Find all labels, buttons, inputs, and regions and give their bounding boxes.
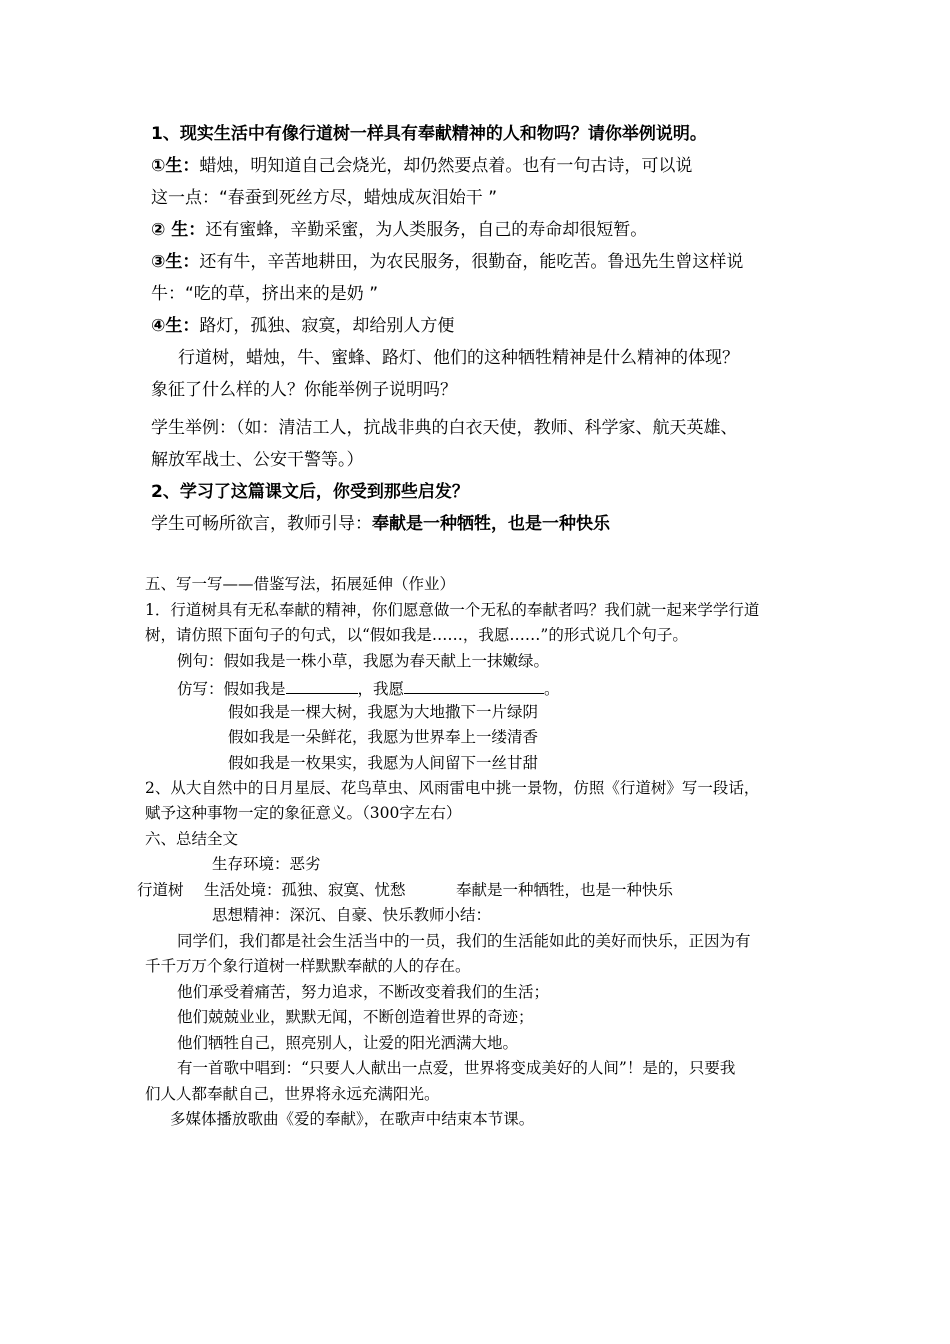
answer-2-text: 还有蜜蜂，辛勤采蜜，为人类服务，自己的寿命却很短暂。 (205, 220, 648, 240)
paragraph-1: 行道树，蜡烛，牛、蜜蜂、路灯、他们的这种牺牲精神是什么精神的体现？ (178, 348, 739, 368)
answer-5 (151, 516, 610, 533)
answer-3-label: ③生： (151, 252, 200, 272)
conclusion-para-1-line-2: 千千万万个象行道树一样默默奉献的人的存在。 (145, 957, 471, 975)
example-sentence: 例句：假如我是一株小草，我愿为春天献上一抹嫩绿。 (177, 652, 550, 670)
answer-4 (151, 318, 454, 335)
item-2-line-1: 2、从大自然中的日月星辰、花鸟草虫、风雨雷电中挑一景物，仿照《行道树》写一段话， (145, 779, 760, 797)
answer-2 (151, 222, 647, 239)
answer-5-bold: 奉献是一种牺牲，也是一种快乐 (372, 514, 610, 534)
summary-environment: 生存环境：恶劣 (212, 855, 321, 873)
sample-sentence-1: 假如我是一棵大树，我愿为大地撒下一片绿阴 (228, 703, 539, 721)
item-1-line-1: 1．行道树具有无私奉献的精神，你们愿意做一个无私的奉献者吗？我们就一起来学学行道 (145, 601, 760, 619)
answer-3-text: 还有牛，辛苦地耕田，为农民服务，很勤奋，能吃苦。鲁迅先生曾这样说 (199, 252, 744, 272)
conclusion-para-1-line-1: 同学们，我们都是社会生活当中的一员，我们的生活能如此的美好而快乐，正因为有 (177, 932, 751, 950)
answer-1 (151, 158, 692, 175)
item-1-line-2: 树，请仿照下面句子的句式，以“假如我是……，我愿……”的形式说几个句子。 (145, 626, 688, 644)
imitate-line (177, 679, 560, 698)
closing-line: 多媒体播放歌曲《爱的奉献》，在歌声中结束本节课。 (170, 1110, 535, 1128)
blank-1 (286, 679, 358, 694)
conclusion-line-2: 他们兢兢业业，默默无闻，不断创造着世界的奇迹； (177, 1008, 534, 1026)
answer-3-cont: 牛：“吃的草，挤出来的是奶 ” (151, 284, 379, 304)
imitate-end: 。 (544, 680, 560, 698)
imitate-middle: ，我愿 (357, 680, 405, 698)
summary-subject: 行道树 (137, 881, 184, 899)
paragraph-2: 学生举例：（如：清洁工人，抗战非典的白衣天使，教师、科学家、航天英雄、 (151, 418, 738, 438)
answer-2-label: ② 生： (151, 220, 206, 240)
answer-1-text: 蜡烛，明知道自己会烧光，却仍然要点着。也有一句古诗，可以说 (199, 156, 693, 176)
answer-5-normal: 学生可畅所欲言，教师引导： (151, 514, 372, 534)
question-2: 2、学习了这篇课文后，你受到那些启发？ (151, 482, 469, 502)
answer-1-label: ①生： (151, 156, 200, 176)
item-2-line-2: 赋予这种事物一定的象征意义。（300字左右） (145, 804, 462, 822)
section-6-heading: 六、总结全文 (145, 830, 239, 848)
conclusion-line-1: 他们承受着痛苦，努力追求，不断改变着我们的生活； (177, 983, 550, 1001)
imitate-prefix: 仿写：假如我是 (177, 680, 286, 698)
question-1: 1、现实生活中有像行道树一样具有奉献精神的人和物吗？请你举例说明。 (151, 124, 707, 144)
summary-spirit: 思想精神：深沉、自豪、快乐教师小结： (212, 906, 492, 924)
summary-dedication: 奉献是一种牺牲，也是一种快乐 (456, 881, 674, 899)
answer-1-cont: 这一点：“春蚕到死丝方尽，蜡烛成灰泪始干 ” (151, 188, 498, 208)
answer-3 (151, 254, 743, 271)
paragraph-1-cont: 象征了什么样的人？你能举例子说明吗？ (151, 380, 457, 400)
blank-2 (404, 679, 544, 694)
section-5-heading: 五、写一写——借鉴写法，拓展延伸（作业） (145, 575, 456, 593)
paragraph-2-cont: 解放军战士、公安干警等。） (151, 450, 364, 470)
answer-4-text: 路灯，孤独、寂寞，却给别人方便 (199, 316, 455, 336)
summary-situation: 生活处境：孤独、寂寞、忧愁 (204, 881, 406, 899)
sample-sentence-3: 假如我是一枚果实，我愿为人间留下一丝甘甜 (228, 754, 539, 772)
conclusion-para-2-line-2: 们人人都奉献自己，世界将永远充满阳光。 (145, 1085, 440, 1103)
answer-4-label: ④生： (151, 316, 200, 336)
conclusion-line-3: 他们牺牲自己，照亮别人，让爱的阳光洒满大地。 (177, 1034, 519, 1052)
sample-sentence-2: 假如我是一朵鲜花，我愿为世界奉上一缕清香 (228, 728, 539, 746)
conclusion-para-2-line-1: 有一首歌中唱到：“只要人人献出一点爱，世界将变成美好的人间”！是的，只要我 (177, 1059, 736, 1077)
